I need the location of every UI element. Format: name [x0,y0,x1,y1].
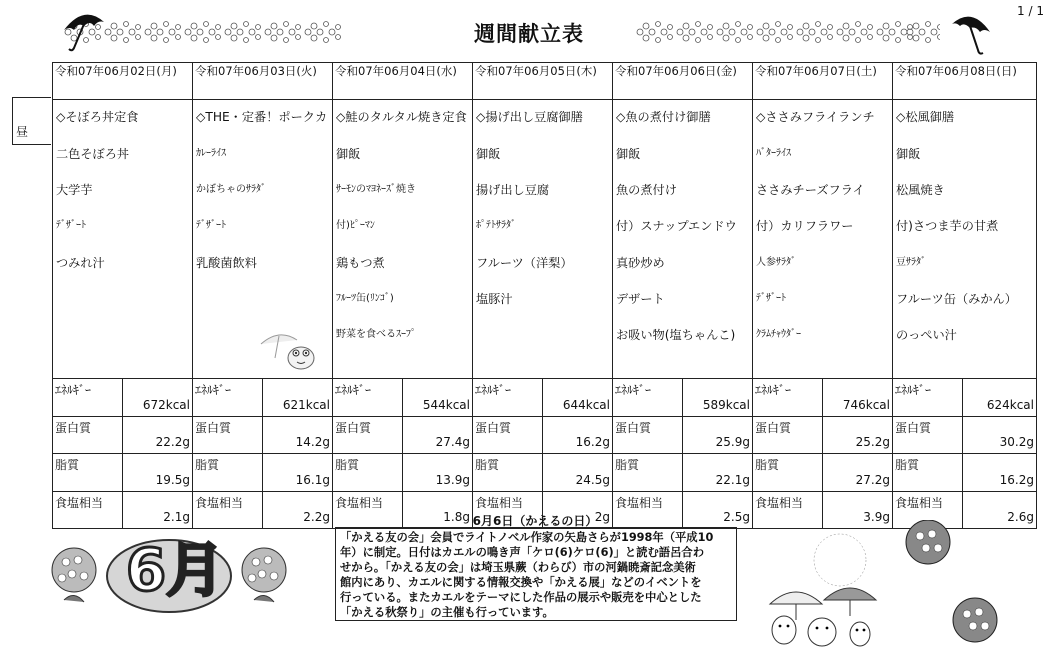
dish-item: ◇揚げ出し豆腐御膳 [476,110,583,124]
feature-line: せから。「かえる友の会」は埼玉県蕨（わらび）市の河鍋暁斎記念美術 [340,561,696,575]
day-dishes-cell [333,100,473,379]
feature-note [335,527,737,621]
dish-item: 鶏もつ煮 [336,255,385,270]
dish-item: ささみチーズフライ [756,183,865,198]
dish-item: ◇そぼろ丼定食 [56,110,139,124]
dish-item: ◇THE・定番！ポークカ [196,110,328,124]
fat-row: 脂質 19.5g 脂質 16.1g 脂質 13.9g 脂質 24.5g 脂質 22.1g 脂質 27.2g 脂質 16.2g [53,454,1037,492]
month-badge: 6月 [125,536,225,604]
dish-item: 御飯 [616,147,641,161]
dish-item: デザート [616,291,665,306]
meal-time-label: 昼 [12,97,51,145]
dishes-row [53,100,1037,379]
date-cell: 令和07年06月05日(木) [473,63,613,100]
dish-item: 御飯 [336,147,361,161]
frog-umbrella-illustration-icon [259,328,321,378]
dish-item: お吸い物(塩ちゃんこ) [616,327,736,342]
animals-with-umbrellas-illustration-icon [760,520,1045,655]
protein-row: 蛋白質 22.2g 蛋白質 14.2g 蛋白質 27.4g 蛋白質 16.2g 蛋白質 25.9g 蛋白質 25.2g 蛋白質 30.2g [53,416,1037,454]
feature-line: 「かえる秋祭り」の主催も行っています。 [340,606,554,620]
date-cell: 令和07年06月08日(日) [893,63,1037,100]
day-dishes-cell [613,100,753,379]
energy-row: ｴﾈﾙｷﾞｰ 672kcal ｴﾈﾙｷﾞｰ 621kcal ｴﾈﾙｷﾞｰ 544kcal ｴﾈﾙｷﾞｰ 644kcal ｴﾈﾙｷﾞｰ 589kcal ｴﾈﾙｷﾞｰ 746kcal ｴﾈﾙｷﾞｰ 624kcal [53,379,1037,417]
dish-item: 御飯 [476,147,501,161]
dish-item: 二色そぼろ丼 [56,147,130,161]
dish-item: ｶﾚｰﾗｲｽ [196,148,226,159]
dish-item: 人参ｻﾗﾀﾞ [756,256,796,268]
date-header-row [53,63,1037,100]
dish-item: 松風焼き [896,183,945,198]
day-dishes-cell [53,100,193,379]
dish-item: 付）カリフラワー [756,219,854,234]
dish-item: ｻｰﾓﾝのﾏﾖﾈｰｽﾞ焼き [336,184,416,196]
dish-item: 大学芋 [56,183,93,198]
feature-line: 「かえる友の会」会員でライトノベル作家の矢島さらが1998年（平成10 [340,531,714,544]
dish-item: ◇ささみフライランチ [756,110,875,124]
day-dishes-cell [193,100,333,379]
date-cell: 令和07年06月06日(金) [613,63,753,100]
feature-line: 行っている。またカエルをテーマにした作品の展示や販売を中心とした [340,591,702,605]
dish-item: かぼちゃのｻﾗﾀﾞ [196,184,266,196]
day-dishes-cell [893,100,1037,379]
feature-title: 6月6日（かえるの日） [472,514,598,528]
dish-item: 野菜を食べるｽｰﾌﾟ [336,328,416,340]
dish-item: 御飯 [896,147,921,161]
dish-item: ◇松風御膳 [896,110,955,124]
dish-item: ｸﾗﾑﾁｬｳﾀﾞｰ [756,328,801,340]
dish-item: ◇鮭のタルタル焼き定食 [336,110,467,124]
dish-item: つみれ汁 [56,255,105,270]
weekly-menu-table [52,62,1037,529]
dish-item: のっぺい汁 [896,327,957,342]
feature-line: 館内にあり、カエルに関する情報交換や「かえる展」などのイベントを [340,576,702,590]
page-title: 週間献立表 [474,22,584,46]
dish-item: ◇魚の煮付け御膳 [616,110,711,124]
dish-item: ﾊﾞﾀｰﾗｲｽ [756,148,791,159]
day-dishes-cell [753,100,893,379]
dish-item: 真砂炒め [616,255,665,270]
feature-line: 年）に制定。日付はカエルの鳴き声「ケロ(6)ケロ(6)」と読む語呂合わ [340,546,704,560]
date-cell: 令和07年06月04日(水) [333,63,473,100]
dish-item: 乳酸菌飲料 [196,255,257,270]
dish-item: 付)さつま芋の甘煮 [896,219,999,234]
page-number: 1 / 1 [1017,4,1044,18]
dish-item: ﾃﾞｻﾞｰﾄ [756,292,786,304]
dish-item: 付）スナップエンドウ [616,219,737,234]
day-dishes-cell [473,100,613,379]
date-cell: 令和07年06月03日(火) [193,63,333,100]
dish-item: 付)ﾋﾟｰﾏﾝ [336,220,375,232]
dish-item: 魚の煮付け [616,183,677,198]
dish-item: ﾌﾙｰﾂ缶(ﾘﾝｺﾞ) [336,292,394,304]
dish-item: 揚げ出し豆腐 [476,183,550,198]
dish-item: 豆ｻﾗﾀﾞ [896,256,926,268]
dish-item: 塩豚汁 [476,291,513,306]
dish-item: ﾃﾞｻﾞｰﾄ [196,220,226,232]
dish-item: ﾃﾞｻﾞｰﾄ [56,220,86,232]
dish-item: ﾎﾟﾃﾄｻﾗﾀﾞ [476,220,516,232]
dish-item: フルーツ（洋梨） [476,255,573,270]
salt-row: 食塩相当 2.1g 食塩相当 2.2g 食塩相当 1.8g 食塩相当 2g 食塩相当 2.5g 食塩相当 3.9g 食塩相当 2.6g [53,491,1037,529]
date-cell: 令和07年06月07日(土) [753,63,893,100]
date-cell: 令和07年06月02日(月) [53,63,193,100]
dish-item: フルーツ缶（みかん） [896,291,1017,306]
